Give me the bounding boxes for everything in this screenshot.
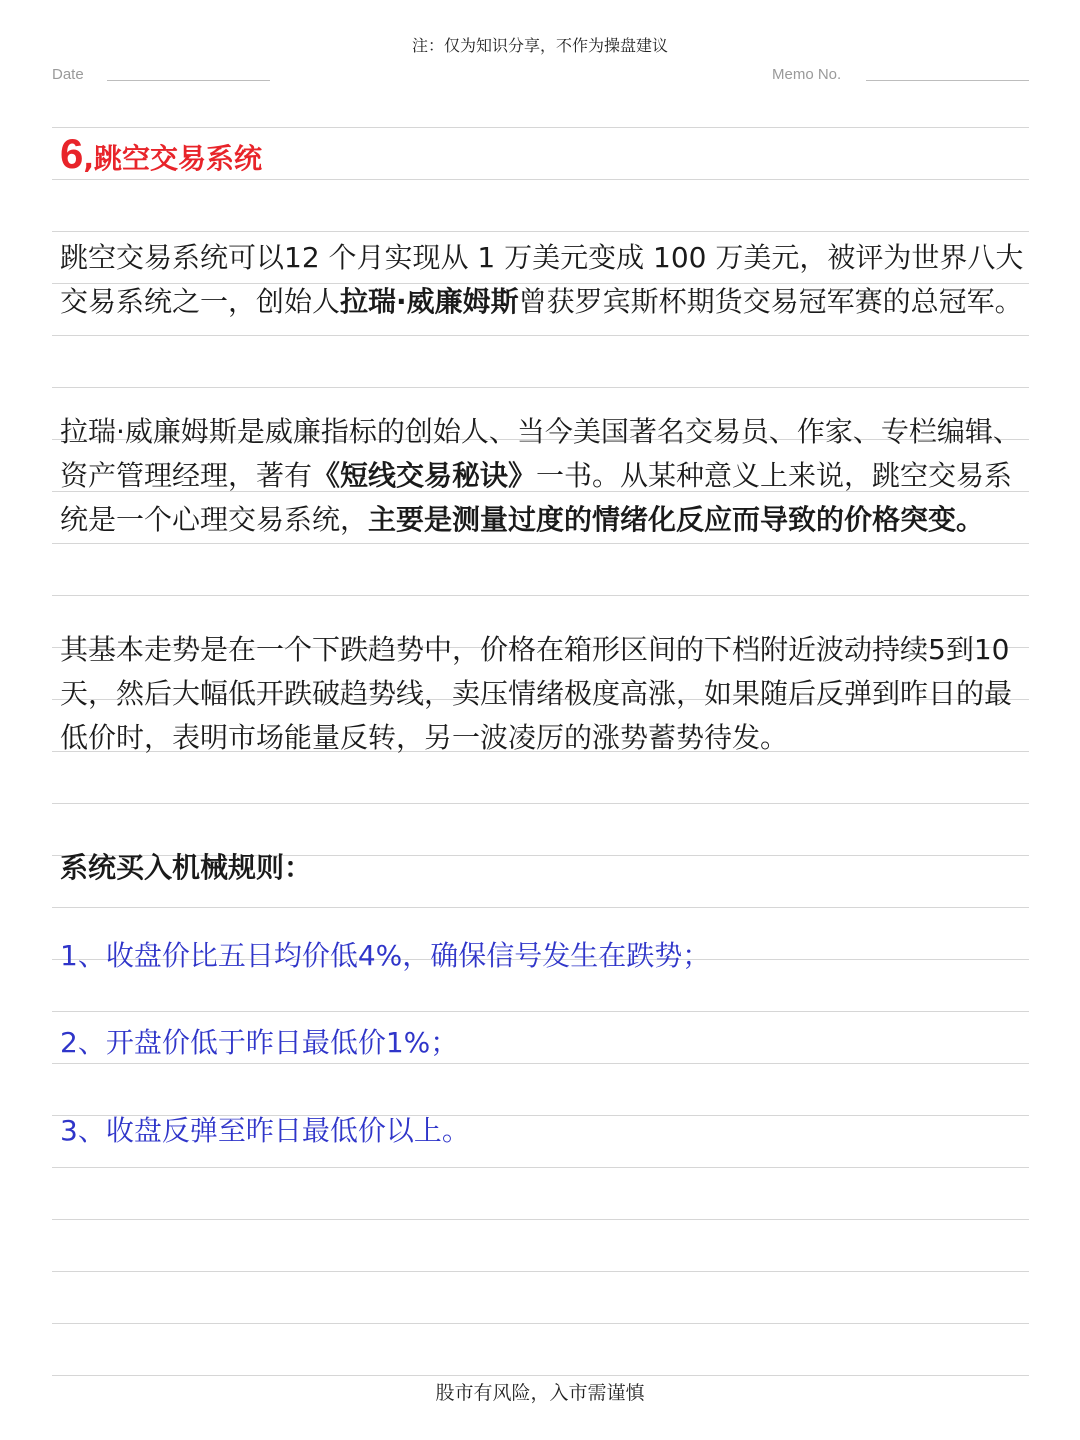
paragraph-intro: 跳空交易系统可以12 个月实现从 1 万美元变成 100 万美元，被评为世界八大交易系统之一，创始人拉瑞·威廉姆斯曾获罗宾斯杯期货交易冠军赛的总冠军。 (60, 241, 1024, 318)
rule-item-2: 2、开盘价低于昨日最低价1%； (60, 1026, 459, 1059)
section-title (60, 130, 262, 178)
date-line (107, 80, 270, 81)
rule-item-3: 3、收盘反弹至昨日最低价以上。 (60, 1114, 470, 1147)
paragraph-founder: 拉瑞·威廉姆斯是威廉指标的创始人、当今美国著名交易员、作家、专栏编辑、资产管理经理，著有《短线交易秘诀》一书。从某种意义上来说，跳空交易系统是一个心理交易系统，主要是测量过度的情绪化反应而导致的价格突变。 (60, 415, 1021, 536)
memo-line (866, 80, 1029, 81)
memo-label: Memo No. (772, 66, 842, 83)
rules-heading: 系统买入机械规则： (60, 851, 313, 884)
key-point: 主要是测量过度的情绪化反应而导致的价格突变。 (368, 503, 985, 536)
book-title: 《短线交易秘诀》 (312, 459, 537, 492)
founder-name: 拉瑞·威廉姆斯 (340, 285, 519, 318)
section-title-text: ,跳空交易系统 (83, 142, 262, 175)
risk-warning: 股市有风险，入市需谨慎 (435, 1382, 645, 1404)
paragraph-trend: 其基本走势是在一个下跌趋势中，价格在箱形区间的下档附近波动持续5到10天，然后大幅低开跌破趋势线，卖压情绪极度高涨，如果随后反弹到昨日的最低价时，表明市场能量反转，另一波凌厉的涨势蓄势待发。 (60, 633, 1013, 754)
section-number: 6 (60, 130, 84, 177)
disclaimer-note: 注：仅为知识分享，不作为操盘建议 (411, 36, 668, 55)
date-label: Date (52, 66, 84, 83)
rule-item-1: 1、收盘价比五日均价低4%，确保信号发生在跌势； (60, 939, 711, 972)
